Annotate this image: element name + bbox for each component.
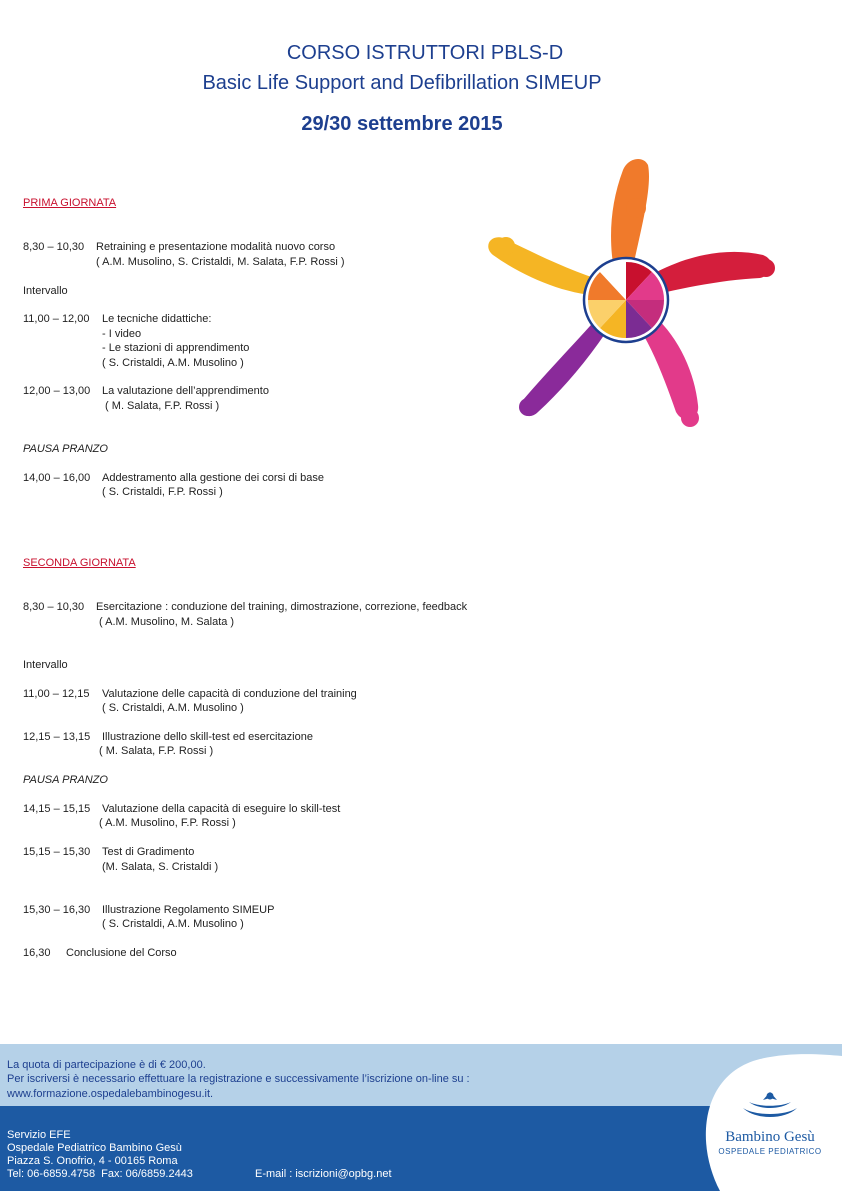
day1-item3-sub1: - I video [102,328,142,340]
day2-item3-time: 11,00 – 12,15 [23,688,90,700]
course-subtitle: Basic Life Support and Defibrillation SIMEUP [202,72,602,94]
day2-item7-time: 15,15 – 15,30 [23,846,91,858]
day1-item1-sub: ( A.M. Musolino, S. Cristaldi, M. Salata, F.P. Rossi ) [96,256,345,268]
day2-break-label: Intervallo [23,659,68,671]
day2-item1-sub: ( A.M. Musolino, M. Salata ) [99,616,235,628]
footer-service: Servizio EFE [7,1129,71,1141]
day1-item3-time: 11,00 – 12,00 [23,313,90,325]
day1-item3-sub2: - Le stazioni di apprendimento [102,342,250,354]
day1-item3-desc: Le tecniche didattiche: [102,313,212,325]
day2-lunch-label: PAUSA PRANZO [23,774,108,786]
day2-item1-desc: Esercitazione : conduzione del training, dimostrazione, correzione, feedback [96,601,468,613]
day1-item6-desc: Addestramento alla gestione dei corsi di base [102,472,324,484]
day2-item8-sub: ( S. Cristaldi, A.M. Musolino ) [102,918,244,930]
day2-title: SECONDA GIORNATA [23,557,136,569]
day2-item8-time: 15,30 – 16,30 [23,904,91,916]
day2-item6-desc: Valutazione della capacità di eseguire lo skill-test [102,803,341,815]
day2-item9-time: 16,30 [23,947,51,959]
footer-fee: La quota di partecipazione è di € 200,00. [7,1059,206,1071]
day2-item4-time: 12,15 – 13,15 [23,731,91,743]
day2-item8-desc: Illustrazione Regolamento SIMEUP [102,904,275,916]
course-date: 29/30 settembre 2015 [301,113,503,135]
day1-lunch-label: PAUSA PRANZO [23,443,108,455]
day2-item4-sub: ( M. Salata, F.P. Rossi ) [99,745,214,757]
bambino-gesu-subtitle: OSPEDALE PEDIATRICO [718,1147,822,1156]
footer-register-info: Per iscriversi è necessario effettuare la registrazione e successivamente l’iscrizione on-line su : [7,1073,470,1085]
day2-item3-sub: ( S. Cristaldi, A.M. Musolino ) [102,702,244,714]
day2-item9-desc: Conclusione del Corso [66,947,177,959]
bambino-gesu-name: Bambino Gesù [725,1129,815,1145]
day1-item4-desc: La valutazione dell’apprendimento [102,385,269,397]
bambino-gesu-emblem-icon [735,1090,805,1124]
footer-phone-fax: Tel: 06-6859.4758 Fax: 06/6859.2443 [7,1168,193,1180]
day1-item1-desc: Retraining e presentazione modalità nuovo corso [96,241,336,253]
day1-item4-time: 12,00 – 13,00 [23,385,91,397]
day2-item4-desc: Illustrazione dello skill-test ed esercitazione [102,731,313,743]
day2-item3-desc: Valutazione delle capacità di conduzione del training [102,688,357,700]
day1-item1-time: 8,30 – 10,30 [23,241,85,253]
footer-registration-link[interactable]: www.formazione.ospedalebambinogesu.it. [7,1088,214,1100]
day2-item7-desc: Test di Gradimento [102,846,195,858]
day2-item7-sub: (M. Salata, S. Cristaldi ) [102,861,219,873]
simeup-logo-graphic [478,150,778,435]
footer-email[interactable]: E-mail : iscrizioni@opbg.net [255,1168,392,1180]
course-title: CORSO ISTRUTTORI PBLS-D [286,42,564,64]
bambino-gesu-logo [712,1090,828,1156]
day2-item6-time: 14,15 – 15,15 [23,803,91,815]
day2-item1-time: 8,30 – 10,30 [23,601,85,613]
day1-item3-sub3: ( S. Cristaldi, A.M. Musolino ) [102,357,244,369]
day1-item4-sub: ( M. Salata, F.P. Rossi ) [102,400,220,412]
day1-item6-sub: ( S. Cristaldi, F.P. Rossi ) [102,486,223,498]
day1-title: PRIMA GIORNATA [23,197,117,209]
day1-break-label: Intervallo [23,285,68,297]
day1-item6-time: 14,00 – 16,00 [23,472,91,484]
day2-item6-sub: ( A.M. Musolino, F.P. Rossi ) [99,817,236,829]
footer-address: Piazza S. Onofrio, 4 - 00165 Roma [7,1155,178,1167]
footer-hospital: Ospedale Pediatrico Bambino Gesù [7,1142,182,1154]
